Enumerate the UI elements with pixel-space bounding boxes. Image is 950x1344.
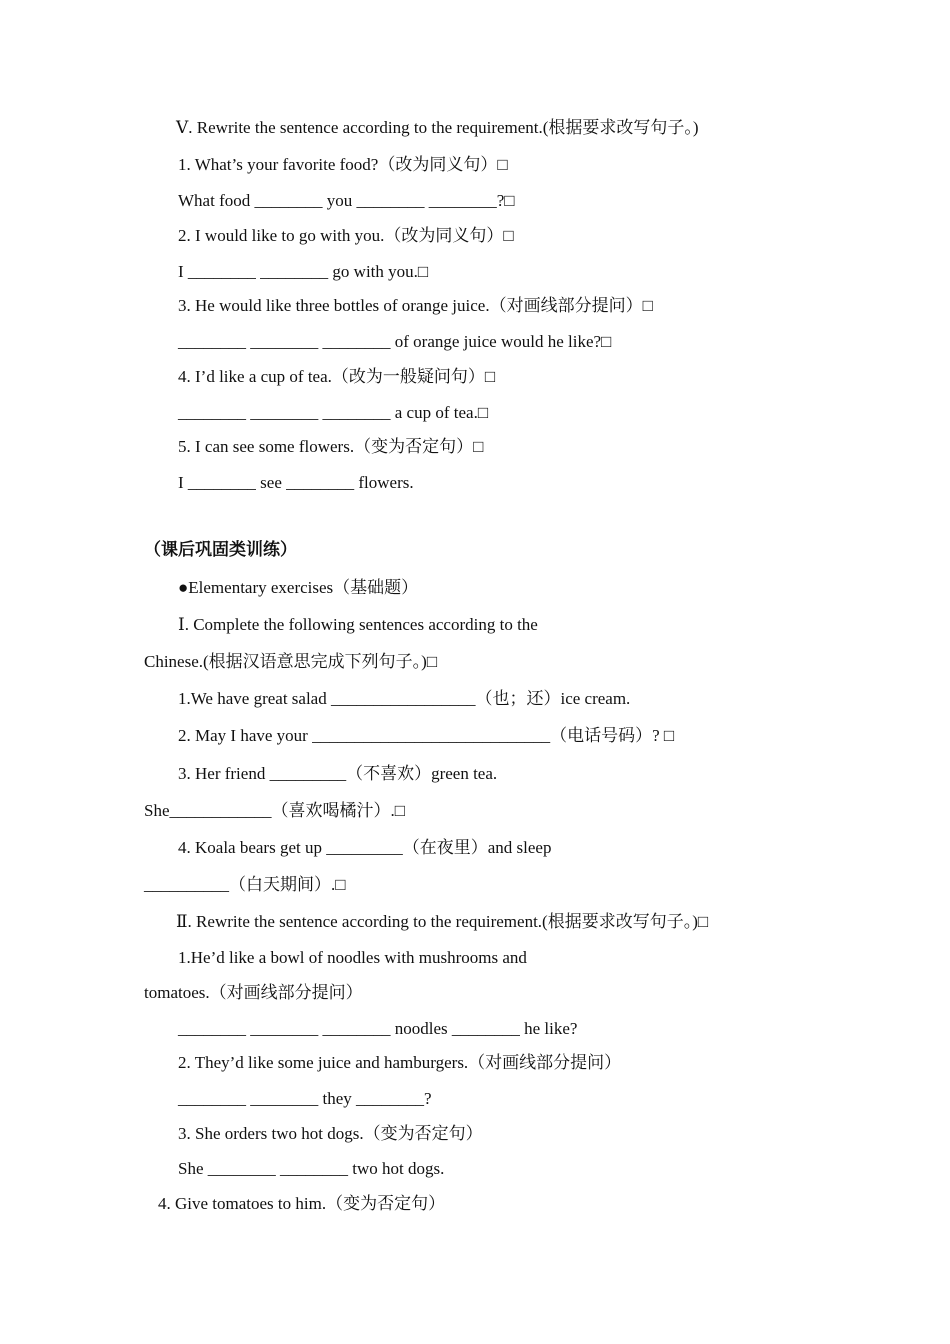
ii-question-1-cont: tomatoes.（对画线部分提问） (144, 983, 363, 1002)
v-answer-3: ________ ________ ________ of orange juice would he like?□ (178, 332, 612, 351)
v-question-4: 4. I’d like a cup of tea.（改为一般疑问句）□ (178, 367, 496, 386)
section-ii-heading: Ⅱ. Rewrite the sentence according to the requirement.(根据要求改写句子。)□ (176, 912, 709, 931)
i-item-1: 1.We have great salad _________________（也；还）ice cream. (178, 689, 631, 708)
elementary-exercises-label: ●Elementary exercises（基础题） (178, 578, 419, 597)
ii-answer-3: She ________ ________ two hot dogs. (178, 1159, 445, 1178)
v-question-2: 2. I would like to go with you.（改为同义句）□ (178, 226, 514, 245)
v-question-3: 3. He would like three bottles of orange juice.（对画线部分提问）□ (178, 296, 653, 315)
section-i-heading-cont: Chinese.(根据汉语意思完成下列句子。)□ (144, 652, 438, 671)
i-item-3: 3. Her friend _________（不喜欢）green tea. (178, 764, 498, 783)
v-answer-4: ________ ________ ________ a cup of tea.□ (178, 403, 489, 422)
ii-answer-2: ________ ________ they ________? (178, 1089, 432, 1108)
v-answer-2: I ________ ________ go with you.□ (178, 262, 429, 281)
ii-question-3: 3. She orders two hot dogs.（变为否定句） (178, 1124, 483, 1143)
i-item-2: 2. May I have your ____________________________（电话号码）? □ (178, 726, 675, 745)
v-answer-1: What food ________ you ________ ________?□ (178, 191, 515, 210)
i-item-4-cont: __________（白天期间）.□ (144, 875, 346, 894)
ii-question-2: 2. They’d like some juice and hamburgers.（对画线部分提问） (178, 1053, 622, 1072)
ii-question-1: 1.He’d like a bowl of noodles with mushrooms and (178, 948, 527, 967)
i-item-4: 4. Koala bears get up _________（在夜里）and sleep (178, 838, 552, 857)
section-i-heading: Ⅰ. Complete the following sentences according to the (178, 615, 538, 634)
v-answer-5: I ________ see ________ flowers. (178, 473, 414, 492)
v-question-5: 5. I can see some flowers.（变为否定句）□ (178, 437, 484, 456)
after-class-title: （课后巩固类训练） (144, 540, 297, 559)
v-question-1: 1. What’s your favorite food?（改为同义句）□ (178, 155, 508, 174)
ii-question-4: 4. Give tomatoes to him.（变为否定句） (158, 1194, 446, 1213)
i-item-3-cont: She____________（喜欢喝橘汁）.□ (144, 801, 406, 820)
ii-answer-1: ________ ________ ________ noodles ________ he like? (178, 1019, 578, 1038)
section-v-heading: Ⅴ. Rewrite the sentence according to the requirement.(根据要求改写句子。) (176, 118, 699, 137)
